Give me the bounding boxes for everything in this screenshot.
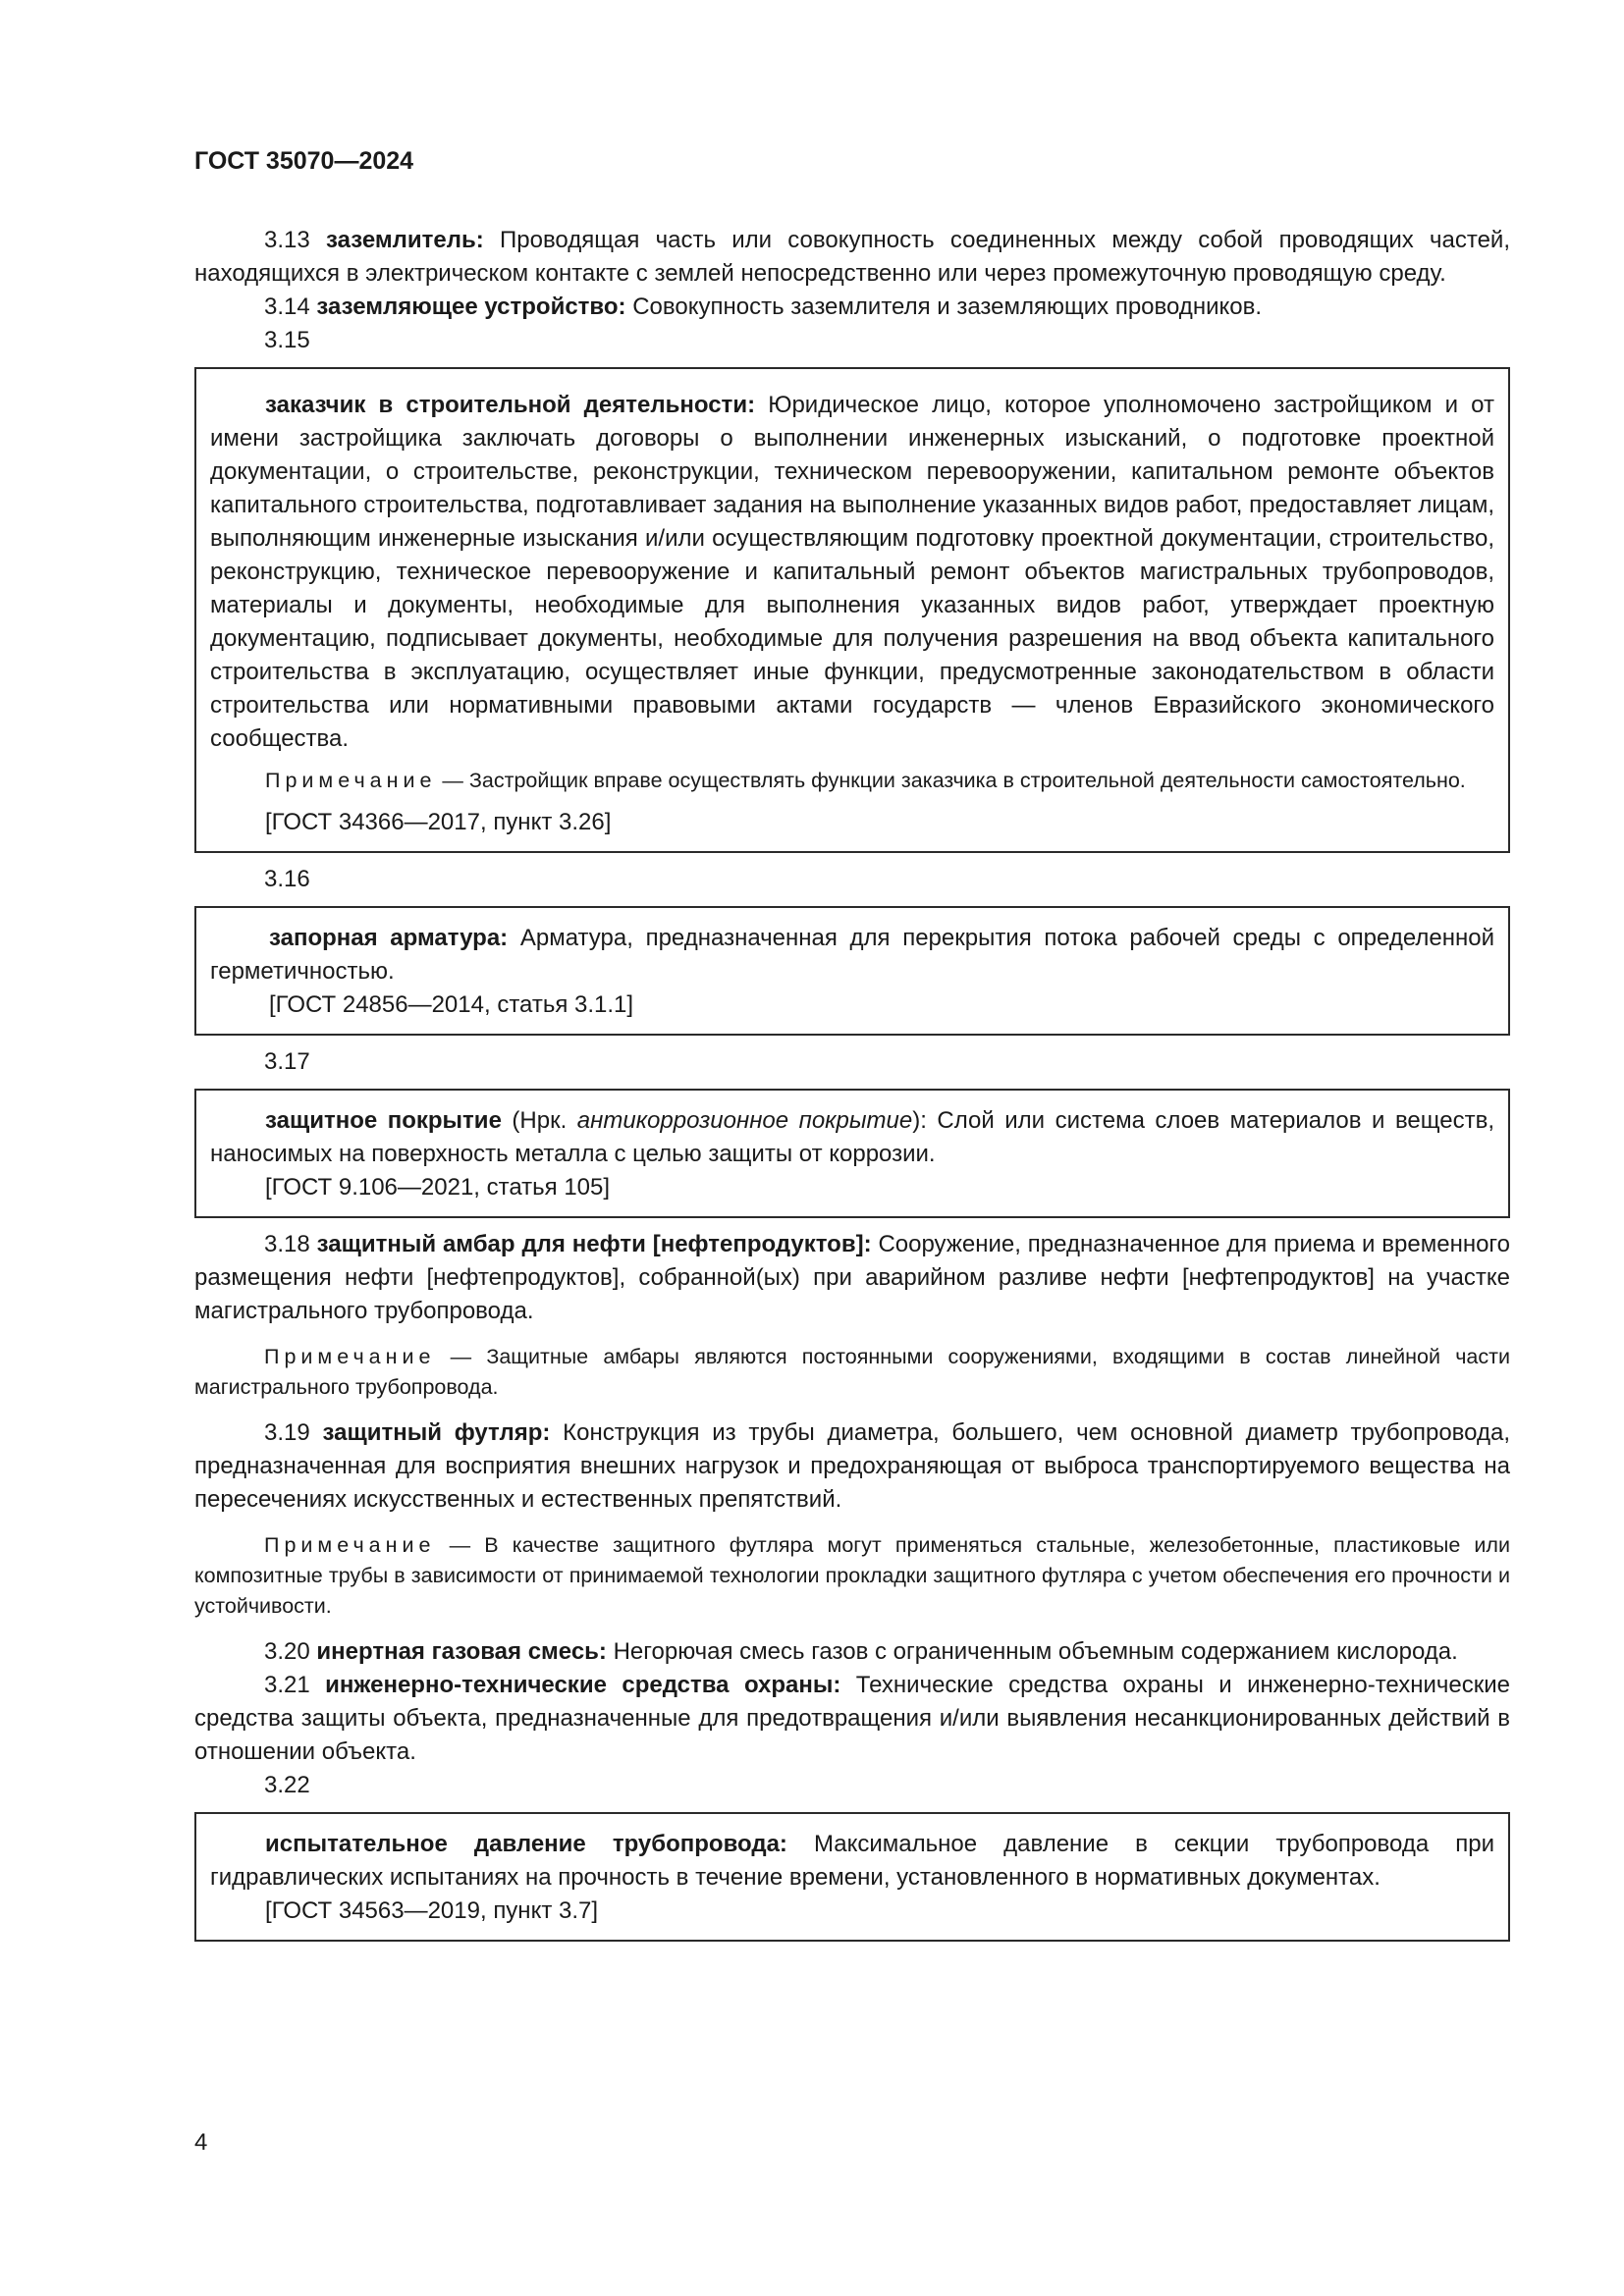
- term-3-20: [194, 1635, 1510, 1669]
- term-definition: Арматура, предназначенная для перекрытия потока рабочей среды с определенной герметичностью.: [210, 925, 1495, 985]
- term-3-14: [194, 291, 1510, 324]
- term-source: [ГОСТ 34366—2017, пункт 3.26]: [265, 809, 612, 835]
- note-text: — Застройщик вправе осуществлять функции заказчика в строительной деятельности самостоятельно.: [436, 769, 1466, 792]
- term-note: [210, 766, 1494, 796]
- term-3-19: [194, 1416, 1510, 1517]
- term-source: [ГОСТ 9.106—2021, статья 105]: [265, 1174, 611, 1201]
- term-number-3-22: 3.22: [264, 1772, 310, 1798]
- term-definition: Технические средства охраны и инженерно-технические средства защиты объекта, предназначенные для предотвращения и/или выявления несанкционированных действий в отношении объекта.: [194, 1672, 1510, 1765]
- note-label: Примечание: [264, 1345, 436, 1368]
- term-name: запорная арматура:: [269, 925, 509, 951]
- term-3-22: [210, 1828, 1494, 1895]
- page-number: 4: [194, 2129, 208, 2156]
- term-definition: Слой или система слоев материалов и веществ, наносимых на поверхность металла с целью защиты от коррозии.: [210, 1107, 1495, 1167]
- term-definition: Совокупность заземлителя и заземляющих проводников.: [632, 294, 1263, 320]
- term-box-3-22: [194, 1812, 1510, 1942]
- term-3-13: [194, 224, 1510, 291]
- term-3-15: [210, 389, 1494, 756]
- term-definition: Конструкция из трубы диаметра, большего, чем основной диаметр трубопровода, предназначенная для восприятия внешних нагрузок и предохраняющая от выброса транспортируемого вещества на пересечениях искусственных и естественных препятствий.: [194, 1419, 1511, 1513]
- document-body: [194, 224, 1510, 1942]
- term-alt-name: антикоррозионное покрытие: [576, 1107, 913, 1134]
- term-note: [194, 1530, 1510, 1622]
- term-source: [ГОСТ 34563—2019, пункт 3.7]: [265, 1897, 599, 1924]
- note-text: — В качестве защитного футляра могут применяться стальные, железобетонные, пластиковые или композитные трубы в зависимости от принимаемой технологии прокладки защитного футляра с учетом обеспечения его прочности и устойчивости.: [194, 1533, 1510, 1618]
- term-3-16: [210, 922, 1494, 988]
- term-number: 3.20: [264, 1638, 310, 1665]
- term-definition: Негорючая смесь газов с ограниченным объемным содержанием кислорода.: [613, 1638, 1458, 1665]
- term-name: испытательное давление трубопровода:: [265, 1831, 787, 1857]
- term-alt-prefix: (Нрк.: [501, 1107, 577, 1134]
- term-number-3-16: 3.16: [264, 866, 310, 892]
- term-number: 3.18: [264, 1231, 310, 1257]
- term-number: 3.21: [264, 1672, 310, 1698]
- term-alt-suffix: ):: [912, 1107, 927, 1134]
- term-box-3-16: [194, 906, 1510, 1036]
- term-name: заказчик в строительной деятельности:: [265, 392, 756, 418]
- term-name: заземлитель:: [325, 227, 484, 253]
- term-number: 3.14: [264, 294, 310, 320]
- term-note: [194, 1342, 1510, 1403]
- term-name: заземляющее устройство:: [316, 294, 626, 320]
- term-3-17: [210, 1104, 1494, 1171]
- term-number-3-15: 3.15: [264, 327, 310, 353]
- term-name: инертная газовая смесь:: [316, 1638, 607, 1665]
- term-name: защитный футляр:: [322, 1419, 551, 1446]
- term-box-3-15: [194, 367, 1510, 853]
- term-number: 3.19: [264, 1419, 310, 1446]
- term-definition: Максимальное давление в секции трубопровода при гидравлических испытаниях на прочность в течение времени, установленного в нормативных документах.: [210, 1831, 1494, 1891]
- term-3-21: [194, 1669, 1510, 1769]
- term-number: 3.13: [264, 227, 310, 253]
- term-source: [ГОСТ 24856—2014, статья 3.1.1]: [269, 991, 634, 1018]
- document-header: ГОСТ 35070—2024: [194, 147, 414, 175]
- term-name: инженерно-технические средства охраны:: [325, 1672, 841, 1698]
- term-definition: Сооружение, предназначенное для приема и временного размещения нефти [нефтепродуктов], собранной(ых) при аварийном разливе нефти [нефтепродуктов] на участке магистрального трубопровода.: [194, 1231, 1511, 1324]
- term-box-3-17: [194, 1089, 1510, 1218]
- term-name: защитный амбар для нефти [нефтепродуктов]:: [316, 1231, 872, 1257]
- term-definition: Юридическое лицо, которое уполномочено застройщиком и от имени застройщика заключать договоры о выполнении инженерных изысканий, о подготовке проектной документации, о строительстве, реконструкции, техническом перевооружении, капитальном ремонте объектов капитального строительства, подготавливает задания на выполнение указанных видов работ, предоставляет лицам, выполняющим инженерные изыскания и/или осуществляющим подготовку проектной документации, строительство, реконструкцию, техническое перевооружение и капитальный ремонт объектов магистральных трубопроводов, материалы и документы, необходимые для выполнения указанных видов работ, утверждает проектную документацию, подписывает документы, необходимые для получения разрешения на ввод объекта капитального строительства в эксплуатацию, осуществляет иные функции, предусмотренные законодательством в области строительства или нормативными правовыми актами государств — членов Евразийского экономического сообщества.: [210, 392, 1494, 752]
- term-definition: Проводящая часть или совокупность соединенных между собой проводящих частей, находящихся в электрическом контакте с землей непосредственно или через промежуточную проводящую среду.: [194, 227, 1510, 287]
- term-number-3-17: 3.17: [264, 1048, 310, 1075]
- note-label: Примечание: [265, 769, 437, 792]
- term-3-18: [194, 1228, 1510, 1328]
- term-name: защитное покрытие: [265, 1107, 502, 1134]
- note-label: Примечание: [264, 1533, 436, 1557]
- note-text: — Защитные амбары являются постоянными сооружениями, входящими в состав линейной части магистрального трубопровода.: [194, 1345, 1510, 1399]
